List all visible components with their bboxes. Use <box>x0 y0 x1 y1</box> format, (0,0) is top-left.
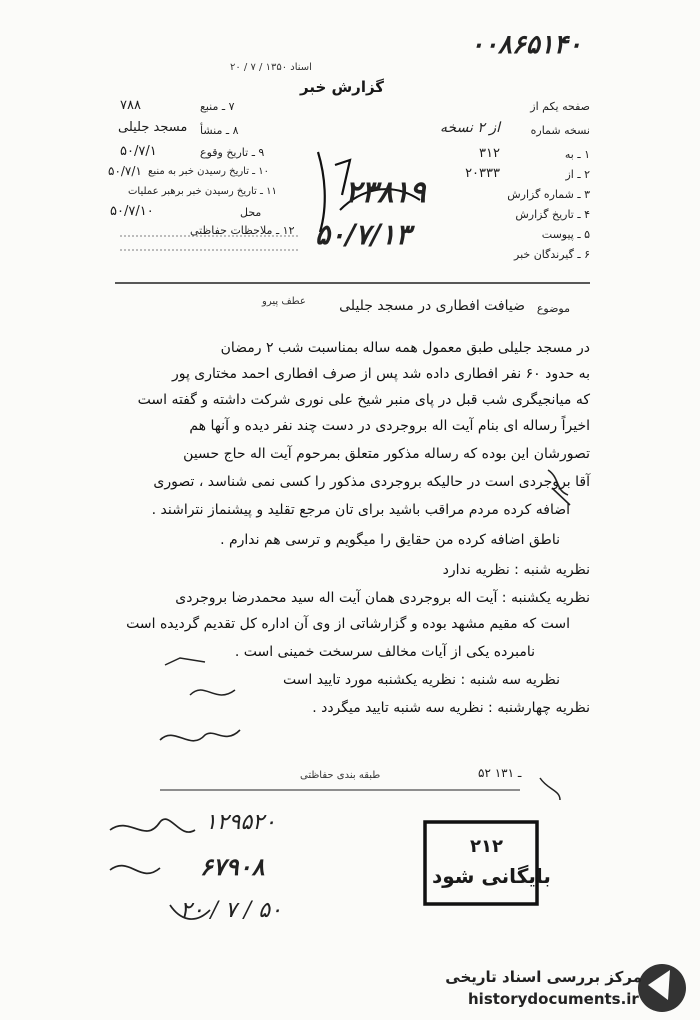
note-line: است که مقیم مشهد بوده و گزارشاتی از وی آن اداره کل تقدیم گردیده است <box>126 616 570 632</box>
field-receipt-source-value: ۵۰/۷/۱ <box>108 164 142 178</box>
body-line: ناطق اضافه کرده من حقایق را میگویم و ترسی هم ندارم . <box>220 532 560 548</box>
subject-label: موضوع <box>536 302 570 315</box>
note-line: نظریه شنبه : نظریه ندارد <box>442 562 590 578</box>
field-place-label: محل <box>240 206 262 219</box>
watermark-org-name: مرکز بررسی اسناد تاریخی <box>445 968 642 986</box>
handwritten-reference-number: ۲۳۸۱۹ <box>345 175 426 210</box>
archive-stamp-text: بایگانی شود <box>432 864 551 888</box>
watermark-url: historydocuments.ir <box>468 990 639 1008</box>
footer-typed-reference: ۵۲ ـ ۱۳۱ <box>478 766 522 780</box>
subject-text: ضیافت افطاری در مسجد جلیلی <box>339 298 525 314</box>
body-line: که میانجیگری شب قبل در پای منبر شیخ علی نوری شرکت داشته و گفته است <box>137 392 590 408</box>
body-line: به حدود ۶۰ نفر افطاری داده شد پس از صرف افطاری احمد مختاری پور <box>171 366 590 382</box>
handwritten-footer-date: ۲۰ / ۷ / ۵۰ <box>180 898 282 923</box>
header-small-text: اسناد ۱۳۵۰ / ۷ / ۲۰ <box>230 62 312 73</box>
report-title: گزارش خبر <box>300 78 385 96</box>
field-occurrence-date-value: ۵۰/۷/۱ <box>120 144 157 159</box>
stamp-number: ۲۱۲ <box>470 836 503 857</box>
note-line: نامبرده یکی از آیات مخالف سرسخت خمینی است . <box>234 644 535 660</box>
handwritten-footer-number: ۱۲۹۵۲۰ <box>205 810 276 835</box>
footer-protection-label: طبقه بندی حفاظتی <box>300 770 381 781</box>
field-protection-notes-label: ۱۲ ـ ملاحظات حفاظتی <box>190 224 295 237</box>
field-copy-value: از ۲ نسخه <box>439 120 500 136</box>
subject-side-note: عطف پیرو <box>262 296 306 307</box>
field-report-number-label: ۳ ـ شماره گزارش <box>507 188 590 201</box>
field-attachment-label: ۵ ـ پیوست <box>541 228 590 241</box>
field-from-label: ۲ ـ از <box>565 168 590 181</box>
field-report-date-label: ۴ ـ تاریخ گزارش <box>515 208 590 221</box>
field-origin-label: ۸ ـ منشأ <box>200 124 239 137</box>
body-line: تصورشان این بوده که رساله مذکور متعلق بمرحوم آیت اله حاج حسین <box>183 446 590 462</box>
field-recipients-label: ۶ ـ گیرندگان خبر <box>514 248 590 261</box>
field-copy-label: نسخه شماره <box>530 124 590 137</box>
document-serial-number: ۰۰۸۶۵۱۴۰ <box>470 30 582 60</box>
body-line: اضافه کرده مردم مراقب باشید برای تان مرجع تقلید و پیشنماز نتراشند . <box>151 502 570 518</box>
field-source-label: ۷ ـ منبع <box>200 100 235 113</box>
field-to-label: ۱ ـ به <box>564 148 590 161</box>
note-line: نظریه یکشنبه : آیت اله بروجردی همان آیت اله سید محمدرضا بروجردی <box>175 590 590 606</box>
field-place-value: ۵۰/۷/۱۰ <box>110 204 154 219</box>
field-receipt-ops-label: ۱۱ ـ تاریخ رسیدن خبر برهبر عملیات <box>128 186 277 197</box>
field-page-label: صفحه یکم از <box>530 100 590 113</box>
field-occurrence-date-label: ۹ ـ تاریخ وقوع <box>200 146 265 159</box>
note-line: نظریه چهارشنبه : نظریه سه شنبه تایید میگردد . <box>312 700 590 716</box>
handwritten-reference-date: ۵۰/۷/۱۳ <box>315 218 411 251</box>
note-line: نظریه سه شنبه : نظریه یکشنبه مورد تایید است <box>282 672 560 688</box>
body-line: اخیراً رساله ای بنام آیت اله بروجردی در دست چند نفر دیده و آنها هم <box>189 418 590 434</box>
handwritten-footer-number: ۶۷۹۰۸ <box>200 852 265 881</box>
field-from-value: ۲۰۳۳۳ <box>465 166 500 181</box>
body-line: آقا بروجردی است در حالیکه بروجردی مذکور را کسی نمی شناسد ، تصوری <box>153 474 590 490</box>
body-line: در مسجد جلیلی طبق معمول همه ساله بمناسبت شب ۲ رمضان <box>220 340 590 356</box>
field-origin-value: مسجد جلیلی <box>118 120 188 135</box>
field-receipt-source-label: ۱۰ ـ تاریخ رسیدن خبر به منبع <box>148 166 270 177</box>
field-to-value: ۳۱۲ <box>479 146 500 161</box>
field-source-value: ۷۸۸ <box>120 98 141 113</box>
